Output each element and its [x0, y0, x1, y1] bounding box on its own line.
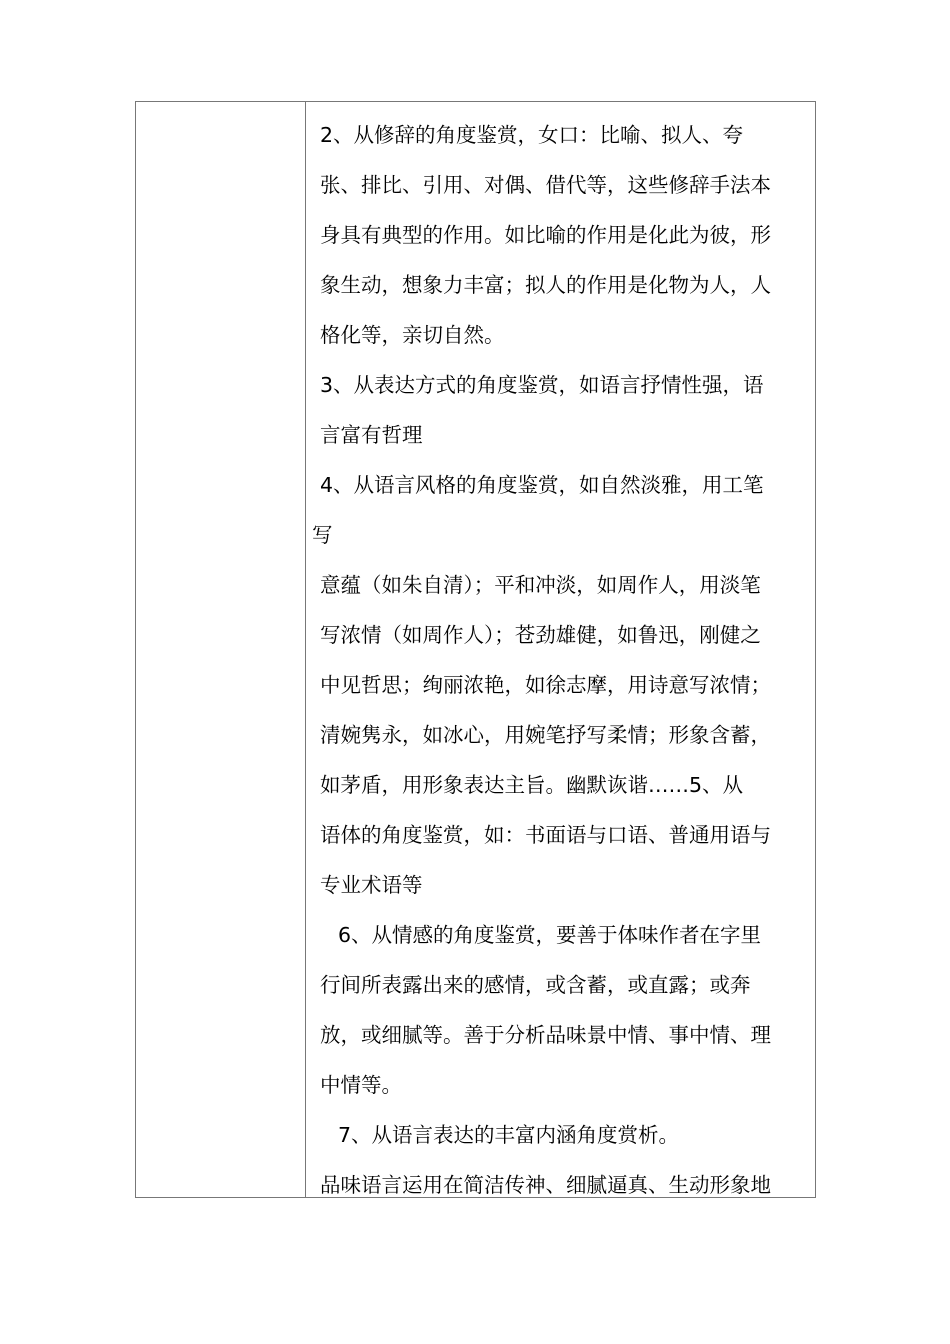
text-line: 3、从表达方式的角度鉴赏，如语言抒情性强，语: [320, 373, 764, 397]
text-line: 2、从修辞的角度鉴赏，女口：比喻、拟人、夸: [320, 123, 744, 147]
text-line: 6、从情感的角度鉴赏，要善于体味作者在字里: [338, 923, 762, 947]
text-line: 品味语言运用在简洁传神、细腻逼真、生动形象地: [320, 1173, 771, 1197]
text-line: 身具有典型的作用。如比喻的作用是化此为彼，形: [320, 223, 771, 247]
text-line: 象生动，想象力丰富；拟人的作用是化物为人，人: [320, 273, 771, 297]
left-column-cell: [136, 102, 306, 1197]
text-line: 放，或细腻等。善于分析品味景中情、事中情、理: [320, 1023, 771, 1047]
text-line: 写浓情（如周作人）；苍劲雄健，如鲁迅，刚健之: [320, 623, 761, 647]
text-line: 行间所表露出来的感情，或含蓄，或直露；或奔: [320, 973, 751, 997]
text-line: 写: [312, 523, 333, 547]
text-line: 专业术语等: [320, 873, 423, 897]
content-table: [135, 101, 816, 1198]
text-line: 意蕴（如朱自清）；平和冲淡，如周作人，用淡笔: [320, 573, 761, 597]
text-line: 言富有哲理: [320, 423, 423, 447]
text-line: 格化等，亲切自然。: [320, 323, 505, 347]
text-line: 中见哲思；绚丽浓艳，如徐志摩，用诗意写浓情；: [320, 673, 771, 697]
text-line: 7、从语言表达的丰富内涵角度赏析。: [338, 1123, 680, 1147]
text-line: 张、排比、引用、对偶、借代等，这些修辞手法本: [320, 173, 771, 197]
text-line: 中情等。: [320, 1073, 402, 1097]
text-line: 语体的角度鉴赏，如：书面语与口语、普通用语与: [320, 823, 771, 847]
text-line: 如茅盾，用形象表达主旨。幽默诙谐……5、从: [320, 773, 744, 797]
text-line: 清婉隽永，如冰心，用婉笔抒写柔情；形象含蓄，: [320, 723, 771, 747]
text-line: 4、从语言风格的角度鉴赏，如自然淡雅，用工笔: [320, 473, 764, 497]
text-column-cell: [306, 102, 815, 1197]
